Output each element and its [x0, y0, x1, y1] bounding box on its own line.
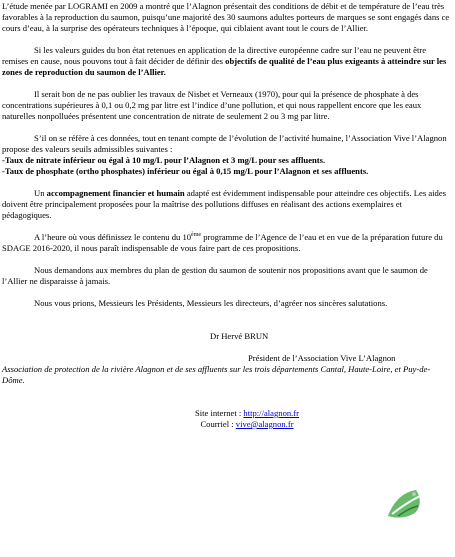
- paragraph-text: L’étude menée par LOGRAMI en 2009 a montré que l’Alagnon présentait des conditions de débit et de température de l’eau très favorables à la reproduction du saumon, puisqu’une majorité des 30 saumons adultes porteurs de marques se sont engagés dans ce cours d’eau, à la surprise des opérateurs techniques à l’époque, qui ciblaient avant tout le cours de l’Allier.: [2, 1, 450, 33]
- paragraph-text: Nous vous prions, Messieurs les Présidents, Messieurs les directeurs, d’agréer nos sincères salutations.: [34, 298, 388, 308]
- paragraph-emphasis: objectifs de qualité de l’eau plus exigeants à atteindre sur les zones de reproduction du saumon de l’Allier.: [2, 56, 447, 77]
- letter-body: [2, 1, 452, 430]
- website-line: [42, 408, 452, 419]
- paragraph-text: S’il on se réfère à ces données, tout en tenant compte de l’évolution de l’activité humaine, l’Association Vive l’Alagnon propose des valeurs seuils admissibles suivantes :: [2, 133, 447, 154]
- paragraph-emphasis: accompagnement financier et humain: [46, 188, 185, 198]
- signature-name: Dr Hervé BRUN: [210, 331, 269, 341]
- paragraph-text: A l’heure où vous définissez le contenu du 10: [34, 232, 192, 242]
- paragraph-text: adapté est évidemment indispensable pour atteindre ces objectifs. Les aides doivent être principalement proposées pour la maîtrise des pollutions diffuses en réalisant des actions exemplaires et pédagogiques.: [2, 188, 447, 220]
- paragraph-logrami-study: [2, 1, 452, 34]
- website-label: Site internet :: [194, 408, 244, 418]
- signature-title: Président de l’Association Vive L’Alagnon: [248, 353, 396, 363]
- paragraph-text: Un: [34, 188, 47, 198]
- website-link[interactable]: http://alagnon.fr: [243, 408, 300, 418]
- association-logo-icon: [386, 486, 426, 522]
- paragraph-text: Si les valeurs guides du bon état retenues en application de la directive européenne cadre sur l’eau ne peuvent être remises en cause, nous pouvons tout à fait décider de définir des: [2, 45, 427, 66]
- paragraph-water-quality-objectives: [2, 45, 452, 78]
- paragraph-text: programme de l’Agence de l’eau et en vue de la préparation future du SDAGE 2016-2020, il nous paraît indispensable de vous faire part de ces propositions.: [2, 232, 443, 253]
- paragraph-thresholds: [2, 133, 452, 155]
- paragraph-request: [2, 265, 452, 287]
- association-description: Association de protection de la rivière Alagnon et de ses affluents sur les trois départements Cantal, Haute-Loire, et Puy-de-Dôme.: [2, 364, 431, 385]
- threshold-nitrate: -Taux de nitrate inférieur ou égal à 10 mg/L pour l’Alagnon et 3 mg/L pour ses affluents.: [2, 155, 326, 165]
- paragraph-text: Il serait bon de ne pas oublier les travaux de Nisbet et Verneaux (1970), pour qui la présence de phosphate à des concentrations supérieures à 0,1 ou 0,2 mg par litre est l’indice d’une pollution, et qui nous rappellent encore que les eaux naturelles nonpolluées présentent une concentration de nitrate de seulement 2 ou 3 mg par litre.: [2, 89, 422, 121]
- email-link[interactable]: vive@alagnon.fr: [235, 419, 294, 429]
- email-label: Courriel :: [200, 419, 236, 429]
- superscript: ème: [191, 232, 202, 239]
- paragraph-text: Nous demandons aux membres du plan de gestion du saumon de soutenir nos propositions avant que le saumon de l’Allier ne disparaisse à jamais.: [2, 265, 428, 286]
- paragraph-10th-programme: [2, 232, 452, 254]
- paragraph-salutations: [2, 298, 452, 309]
- email-line: [42, 419, 452, 430]
- paragraph-nisbet-verneaux: [2, 89, 452, 122]
- paragraph-financial-support: [2, 188, 452, 221]
- threshold-phosphate: -Taux de phosphate (ortho phosphates) inférieur ou égal à 0,15 mg/L pour l’Alagnon et ses affluents.: [2, 166, 369, 176]
